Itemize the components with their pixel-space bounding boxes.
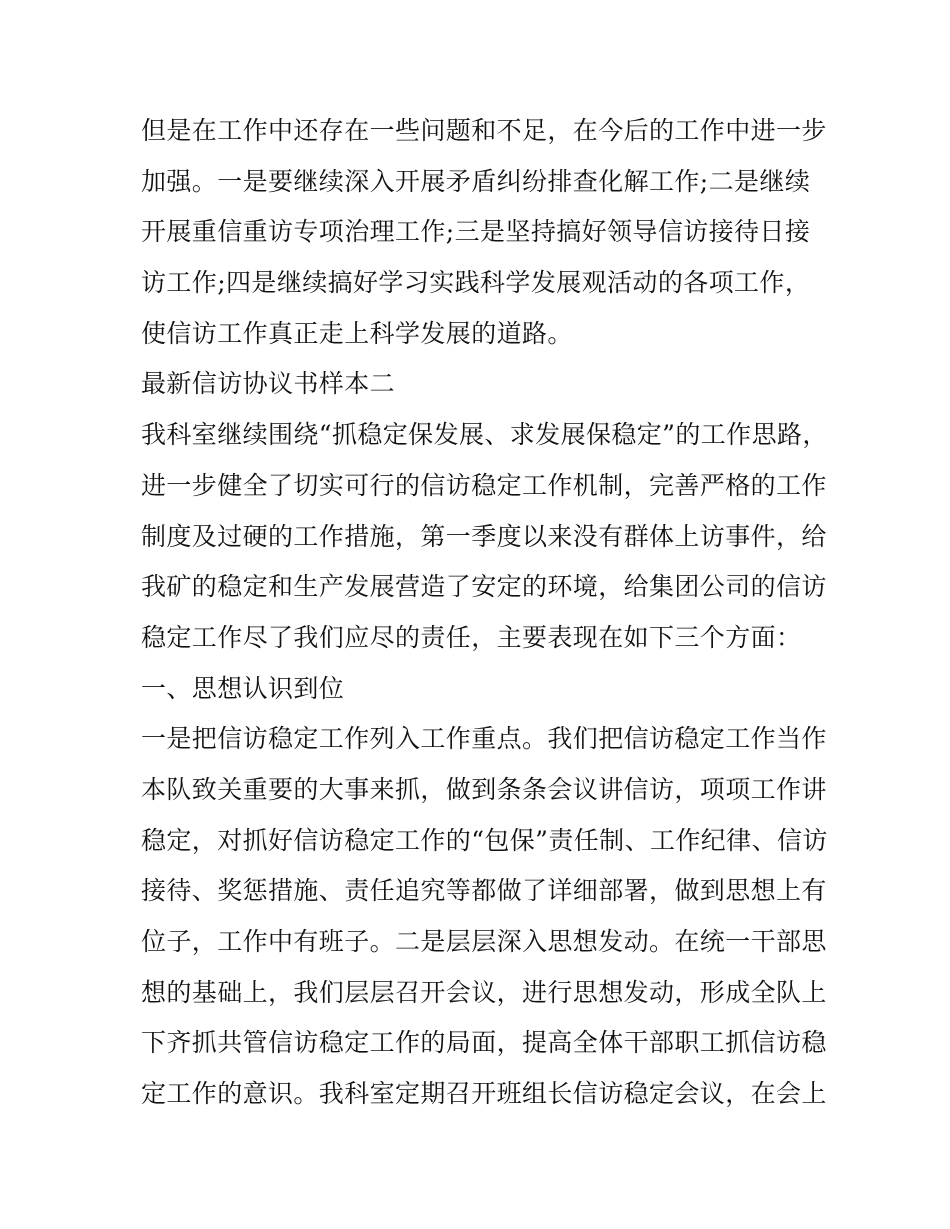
text-line: 加强。一是要继续深入开展矛盾纠纷排查化解工作;二是继续 <box>141 166 811 196</box>
text-line: 定工作的意识。我科室定期召开班组长信访稳定会议，在会上 <box>141 1079 827 1109</box>
text-line: 开展重信重访专项治理工作;三是坚持搞好领导信访接待日接 <box>141 217 811 247</box>
text-line: 本队致关重要的大事来抓，做到条条会议讲信访，项项工作讲 <box>141 774 827 804</box>
text-line: 我科室继续围绕“抓稳定保发展、求发展保稳定”的工作思路， <box>141 420 828 450</box>
text-line: 我矿的稳定和生产发展营造了安定的环境，给集团公司的信访 <box>141 572 827 602</box>
text-line: 进一步健全了切实可行的信访稳定工作机制，完善严格的工作 <box>141 470 827 500</box>
text-line: 位子，工作中有班子。二是层层深入思想发动。在统一干部思 <box>141 927 827 956</box>
text-line: 下齐抓共管信访稳定工作的局面，提高全体干部职工抓信访稳 <box>141 1028 827 1058</box>
section-heading: 最新信访协议书样本二 <box>141 369 396 399</box>
text-line: 制度及过硬的工作措施，第一季度以来没有群体上访事件，给 <box>141 521 827 551</box>
text-line: 稳定工作尽了我们应尽的责任，主要表现在如下三个方面： <box>141 622 802 652</box>
text-line: 稳定，对抓好信访稳定工作的“包保”责任制、工作纪律、信访 <box>141 825 828 855</box>
text-line: 使信访工作真正走上科学发展的道路。 <box>141 318 573 348</box>
text-line: 想的基础上，我们层层召开会议，进行思想发动，形成全队上 <box>141 977 827 1007</box>
text-line: 访工作;四是继续搞好学习实践科学发展观活动的各项工作， <box>141 268 811 298</box>
text-line: 一是把信访稳定工作列入工作重点。我们把信访稳定工作当作 <box>141 724 827 754</box>
text-line: 接待、奖惩措施、责任追究等都做了详细部署，做到思想上有 <box>141 876 827 906</box>
document-body <box>141 106 828 1120</box>
text-line: 但是在工作中还存在一些问题和不足，在今后的工作中进一步 <box>141 116 827 145</box>
subsection-heading: 一、思想认识到位 <box>141 673 345 703</box>
